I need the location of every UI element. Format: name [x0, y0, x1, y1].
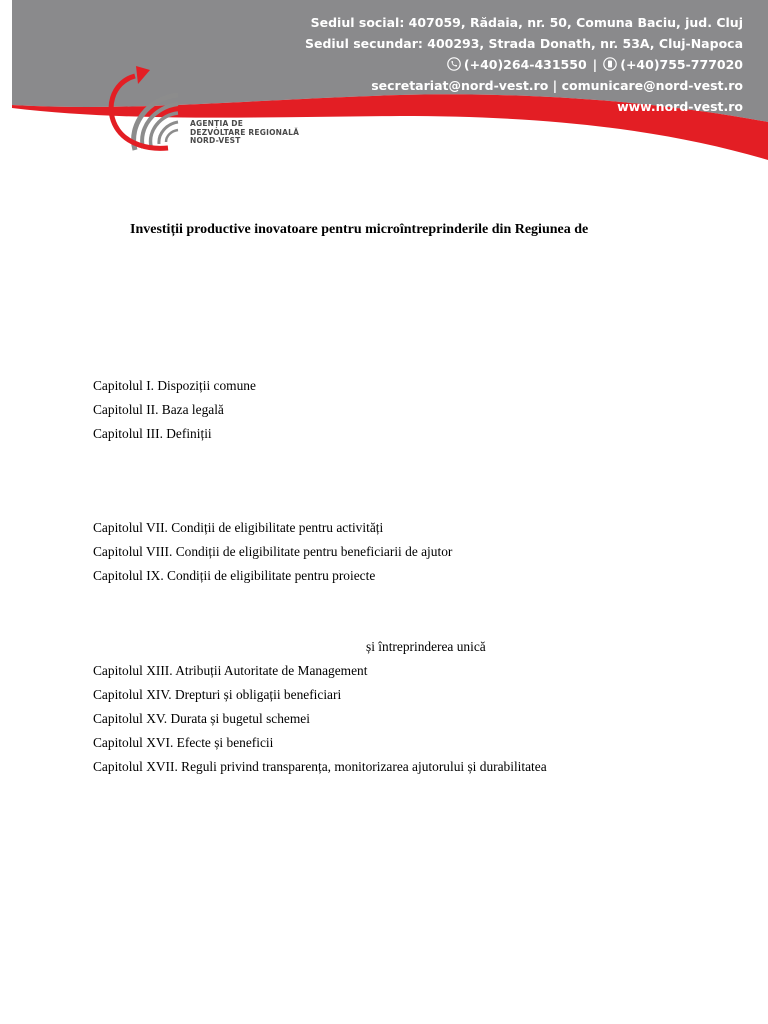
logo-line-2: DEZVOLTARE REGIONALĂ	[190, 127, 300, 137]
logo-line-1: AGENȚIA DE	[190, 119, 244, 128]
email-links[interactable]: secretariat@nord-vest.ro | comunicare@nord-vest.ro	[371, 78, 743, 93]
toc-item-fragment: și întreprinderea unică	[366, 639, 486, 654]
address-social: Sediul social: 407059, Rădaia, nr. 50, Comuna Baciu, jud. Cluj	[310, 15, 743, 30]
logo-text	[190, 120, 299, 146]
phone-landline: (+40)264-431550	[463, 57, 587, 72]
toc-item-chapter-9: Capitolul IX. Condiții de eligibilitate pentru proiecte	[93, 568, 376, 583]
toc-item-chapter-14: Capitolul XIV. Drepturi și obligații beneficiari	[93, 687, 342, 702]
mobile-phone-icon	[603, 57, 617, 71]
toc-item-chapter-3: Capitolul III. Definiții	[93, 426, 212, 441]
document-title: Investiții productive inovatoare pentru microîntreprinderile din Regiunea de	[130, 222, 589, 237]
phone-separator: |	[592, 57, 598, 72]
toc-item-chapter-2: Capitolul II. Baza legală	[93, 402, 224, 417]
toc-item-chapter-8: Capitolul VIII. Condiții de eligibilitate pentru beneficiarii de ajutor	[93, 544, 453, 559]
phone-mobile: (+40)755-777020	[620, 57, 743, 72]
toc-item-chapter-1: Capitolul I. Dispoziții comune	[93, 378, 256, 393]
toc-item-chapter-16: Capitolul XVI. Efecte și beneficii	[93, 735, 274, 750]
toc-item-chapter-17: Capitolul XVII. Reguli privind transparența, monitorizarea ajutorului și durabilitatea	[93, 759, 547, 774]
toc-item-chapter-15: Capitolul XV. Durata și bugetul schemei	[93, 711, 310, 726]
website-link[interactable]: www.nord-vest.ro	[617, 99, 743, 114]
letterhead	[0, 0, 768, 175]
toc-item-chapter-13: Capitolul XIII. Atribuții Autoritate de Management	[93, 663, 368, 678]
address-secondary: Sediul secundar: 400293, Strada Donath, nr. 53A, Cluj-Napoca	[304, 36, 743, 51]
phone-line	[305, 54, 743, 75]
logo-line-3: NORD-VEST	[190, 136, 241, 145]
toc-item-chapter-7: Capitolul VII. Condiții de eligibilitate pentru activități	[93, 520, 384, 535]
contact-block	[305, 12, 743, 117]
phone-icon	[447, 57, 461, 71]
